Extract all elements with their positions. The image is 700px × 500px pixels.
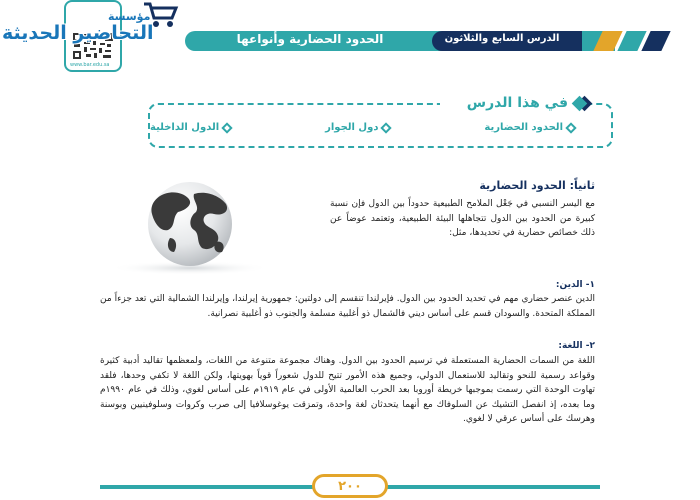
section-title: ثانياً: الحدود الحضارية: [479, 179, 595, 192]
diamond-bullet-icon: [565, 122, 576, 133]
lesson-number-label: الدرس السابع والثلاثون: [444, 33, 560, 44]
lesson-overview-heading: [440, 93, 590, 113]
lesson-overview-title: في هذا الدرس: [466, 95, 568, 111]
lesson-topics-list: [150, 122, 575, 133]
watermark-name: التحاضير الحديثة: [2, 22, 154, 44]
diamond-bullet-icon: [221, 122, 232, 133]
watermark-subtitle: مؤسسة: [108, 10, 151, 23]
lesson-topic: [150, 122, 231, 133]
lesson-title: الحدود الحضارية وأنواعها: [236, 32, 384, 46]
page-number: ٢٠٠: [312, 474, 388, 498]
lesson-topic: [325, 122, 390, 133]
diamond-bullet-icon: [381, 122, 392, 133]
section-intro-paragraph: مع اليسر النسبي في جَعْل الملامح الطبيعية حدوداً بين الدول فإن نسبة كبيرة من الحدود بين الدول تتجاهلها البيئة الطبيعية، وتعتمد عوضاً عن ذلك خصائص حضارية في تحديدها، مثل:: [330, 199, 595, 238]
lesson-topic-label: الدول الداخلية: [150, 122, 220, 133]
header-stripe-navy: [641, 31, 670, 51]
lesson-topic-label: الحدود الحضارية: [484, 122, 563, 133]
item-heading-language: ٢- اللغة:: [558, 341, 595, 351]
item-paragraph-religion: الدين عنصر حضاري مهم في تحديد الحدود بين الدول. فإيرلندا تنقسم إلى دولتين: جمهورية إيرلندا، وإيرلندا الشمالية التي تعد جزءاً من المملكة المتحدة. والسودان قسم على أساس ديني فالشمال ذو أغلبية مسلمة والجنوب ذو أغلبية نصرانية.: [100, 294, 595, 319]
publisher-watermark: [0, 0, 180, 78]
globe-illustration: [98, 182, 293, 277]
lesson-topic-label: دول الجوار: [325, 122, 379, 133]
qr-caption: www.bar.edu.sa: [70, 62, 110, 68]
lesson-topic: [484, 122, 575, 133]
item-paragraph-language: اللغة من السمات الحضارية المستعملة في ترسيم الحدود بين الدول. وهناك مجموعة متنوعة من اللغات، ولمعظمها تقاليد أدبية كثيرة وقواعد رسمية للنحو وتقاليد للاستعمال الدولي، وجميع هذه الأمور تتيح للدول شعوراً قوياً بهويتها، ولكن اللغة لا تكفي وحدها، فلقد تهاوت الوحدة التي رسمت بموجبها خريطة أوروبا بعد الحرب العالمية الأولى في عام ١٩١٩م على أساس لغوي، وذلك في عام ١٩٩٠م وما بعده، إذ انفصل التشيك عن السلوفاك مع أنهما يتحدثان لغة واحدة، وتمزقت يوغوسلافيا إلى صرب وكروات وسلوفينيين وبوسنة وهرسك على أساس عرقي لا لغوي.: [100, 356, 595, 424]
item-heading-religion: ١- الدين:: [555, 280, 595, 290]
